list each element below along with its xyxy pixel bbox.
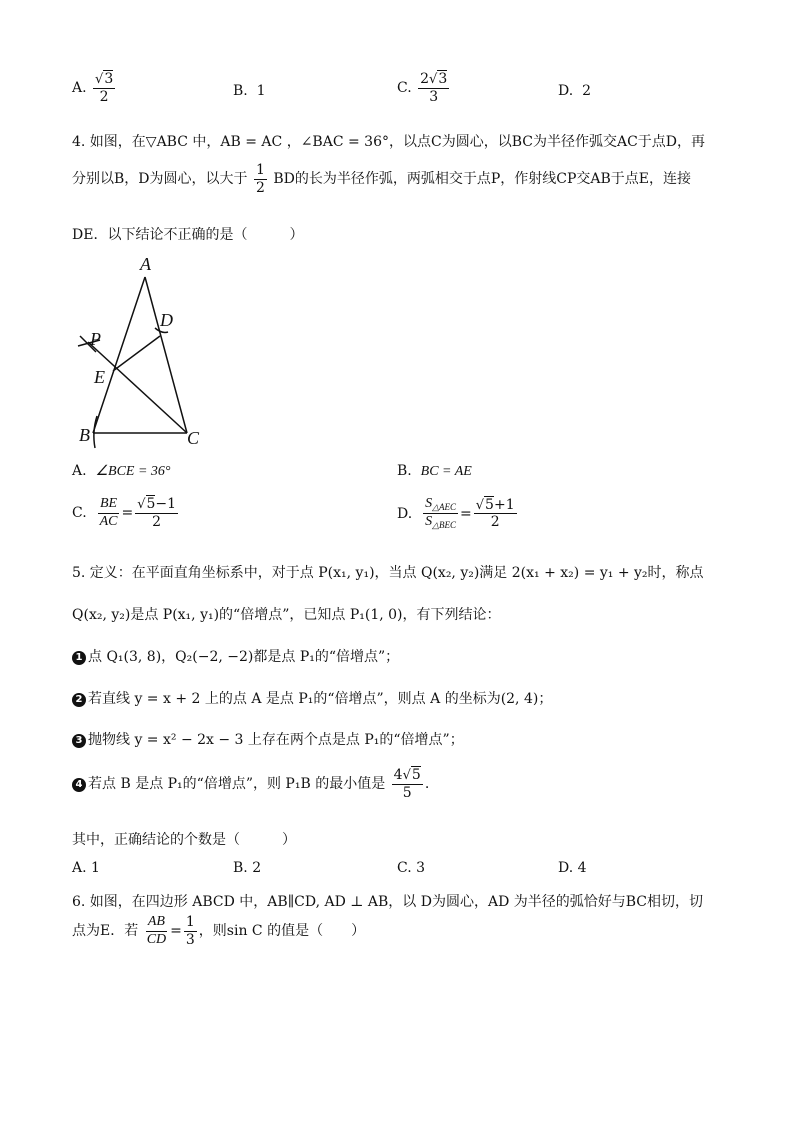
- item-2-marker: 2: [72, 693, 86, 707]
- q6-stem-line2: 点为E．若 $\frac{AB}{CD}$ = $\frac{1}{3}$ ，则sin C 的值是（ ）: [72, 914, 366, 948]
- q3-option-a: A. $\frac{√3}{2}$: [72, 71, 114, 105]
- q5-option-c: C. 3: [397, 860, 426, 876]
- q4-option-c: C. $\frac{BE}{AC}$ = $\frac{√5-1}{2}$: [72, 496, 177, 530]
- q3-option-b: B. 1: [233, 83, 266, 99]
- q6-stem-line1: 6. 如图，在四边形 ABCD 中，AB∥CD, AD ⊥ AB，以 D为圆心，AD 为半径的弧恰好与BC相切，切: [72, 894, 704, 910]
- segment-ab: [93, 277, 145, 433]
- q3-option-c: C. $\frac{2√3}{3}$: [397, 71, 448, 105]
- q4-half-fraction: $\frac{1}{2}$: [255, 162, 265, 196]
- item-4-marker: 4: [72, 778, 86, 792]
- q4-option-d: D. $\frac{S_{\triangle AEC}}{S_{\triangle BEC}}$ = $\frac{√5+1}{2}$: [397, 496, 515, 531]
- point-label-d: D: [160, 310, 173, 330]
- point-label-p: P: [90, 329, 101, 349]
- item-1-marker: 1: [72, 651, 86, 665]
- q3-option-d: D. 2: [558, 83, 592, 99]
- q5-option-b: B. 2: [233, 860, 262, 876]
- q4-stem-line3: DE．以下结论不正确的是（ ）: [72, 227, 304, 243]
- q5-option-a: A. 1: [72, 860, 100, 876]
- q5-option-d: D. 4: [558, 860, 587, 876]
- item-3-marker: 3: [72, 734, 86, 748]
- q5-summary: 其中，正确结论的个数是（ ）: [72, 832, 296, 848]
- q5-stem-line1: 5. 定义：在平面直角坐标系中，对于点 P(x₁, y₁)，当点 Q(x₂, y₂)满足 2(x₁ + x₂) = y₁ + y₂时，称点: [72, 565, 704, 581]
- point-label-b: B: [79, 425, 90, 445]
- q5-item-2: 2 若直线 y = x + 2 上的点 A 是点 P₁的“倍增点”，则点 A 的坐标为(2, 4)；: [72, 688, 552, 708]
- q4-stem-line2: 分别以B，D为圆心，以大于 $\frac{1}{2}$ BD的长为半径作弧，两弧相交于点P，作射线CP交AB于点E，连接: [72, 162, 692, 196]
- q4-option-a: A. ∠BCE = 36°: [72, 463, 171, 479]
- point-label-e: E: [94, 367, 105, 387]
- ray-cp: [88, 342, 187, 433]
- q5-item-4: 4 若点 B 是点 P₁的“倍增点”，则 P₁B 的最小值是 $\frac{4√5}{5}$ .: [72, 768, 429, 800]
- q5-item-3: 3 抛物线 y = x² − 2x − 3 上存在两个点是点 P₁的“倍增点”；: [72, 729, 464, 749]
- q4-option-b: B. BC = AE: [397, 463, 472, 479]
- q3-option-a-fraction: $\frac{√3}{2}$: [95, 71, 114, 105]
- q3-option-c-fraction: $\frac{2√3}{3}$: [420, 71, 448, 105]
- q4-stem-line1: 4. 如图，在▽ABC 中，AB = AC ，∠BAC = 36°，以点C为圆心，以BC为半径作弧交AC于点D，再: [72, 134, 705, 150]
- segment-ac: [145, 277, 187, 433]
- point-label-c: C: [187, 428, 200, 448]
- q5-stem-line2: Q(x₂, y₂)是点 P(x₁, y₁)的“倍增点”，已知点 P₁(1, 0)，有下列结论：: [72, 607, 501, 623]
- triangle-figure: [70, 252, 210, 452]
- point-label-a: A: [140, 254, 151, 274]
- q5-item-1: 1 点 Q₁(3, 8)，Q₂(−2, −2)都是点 P₁的“倍增点”；: [72, 646, 399, 666]
